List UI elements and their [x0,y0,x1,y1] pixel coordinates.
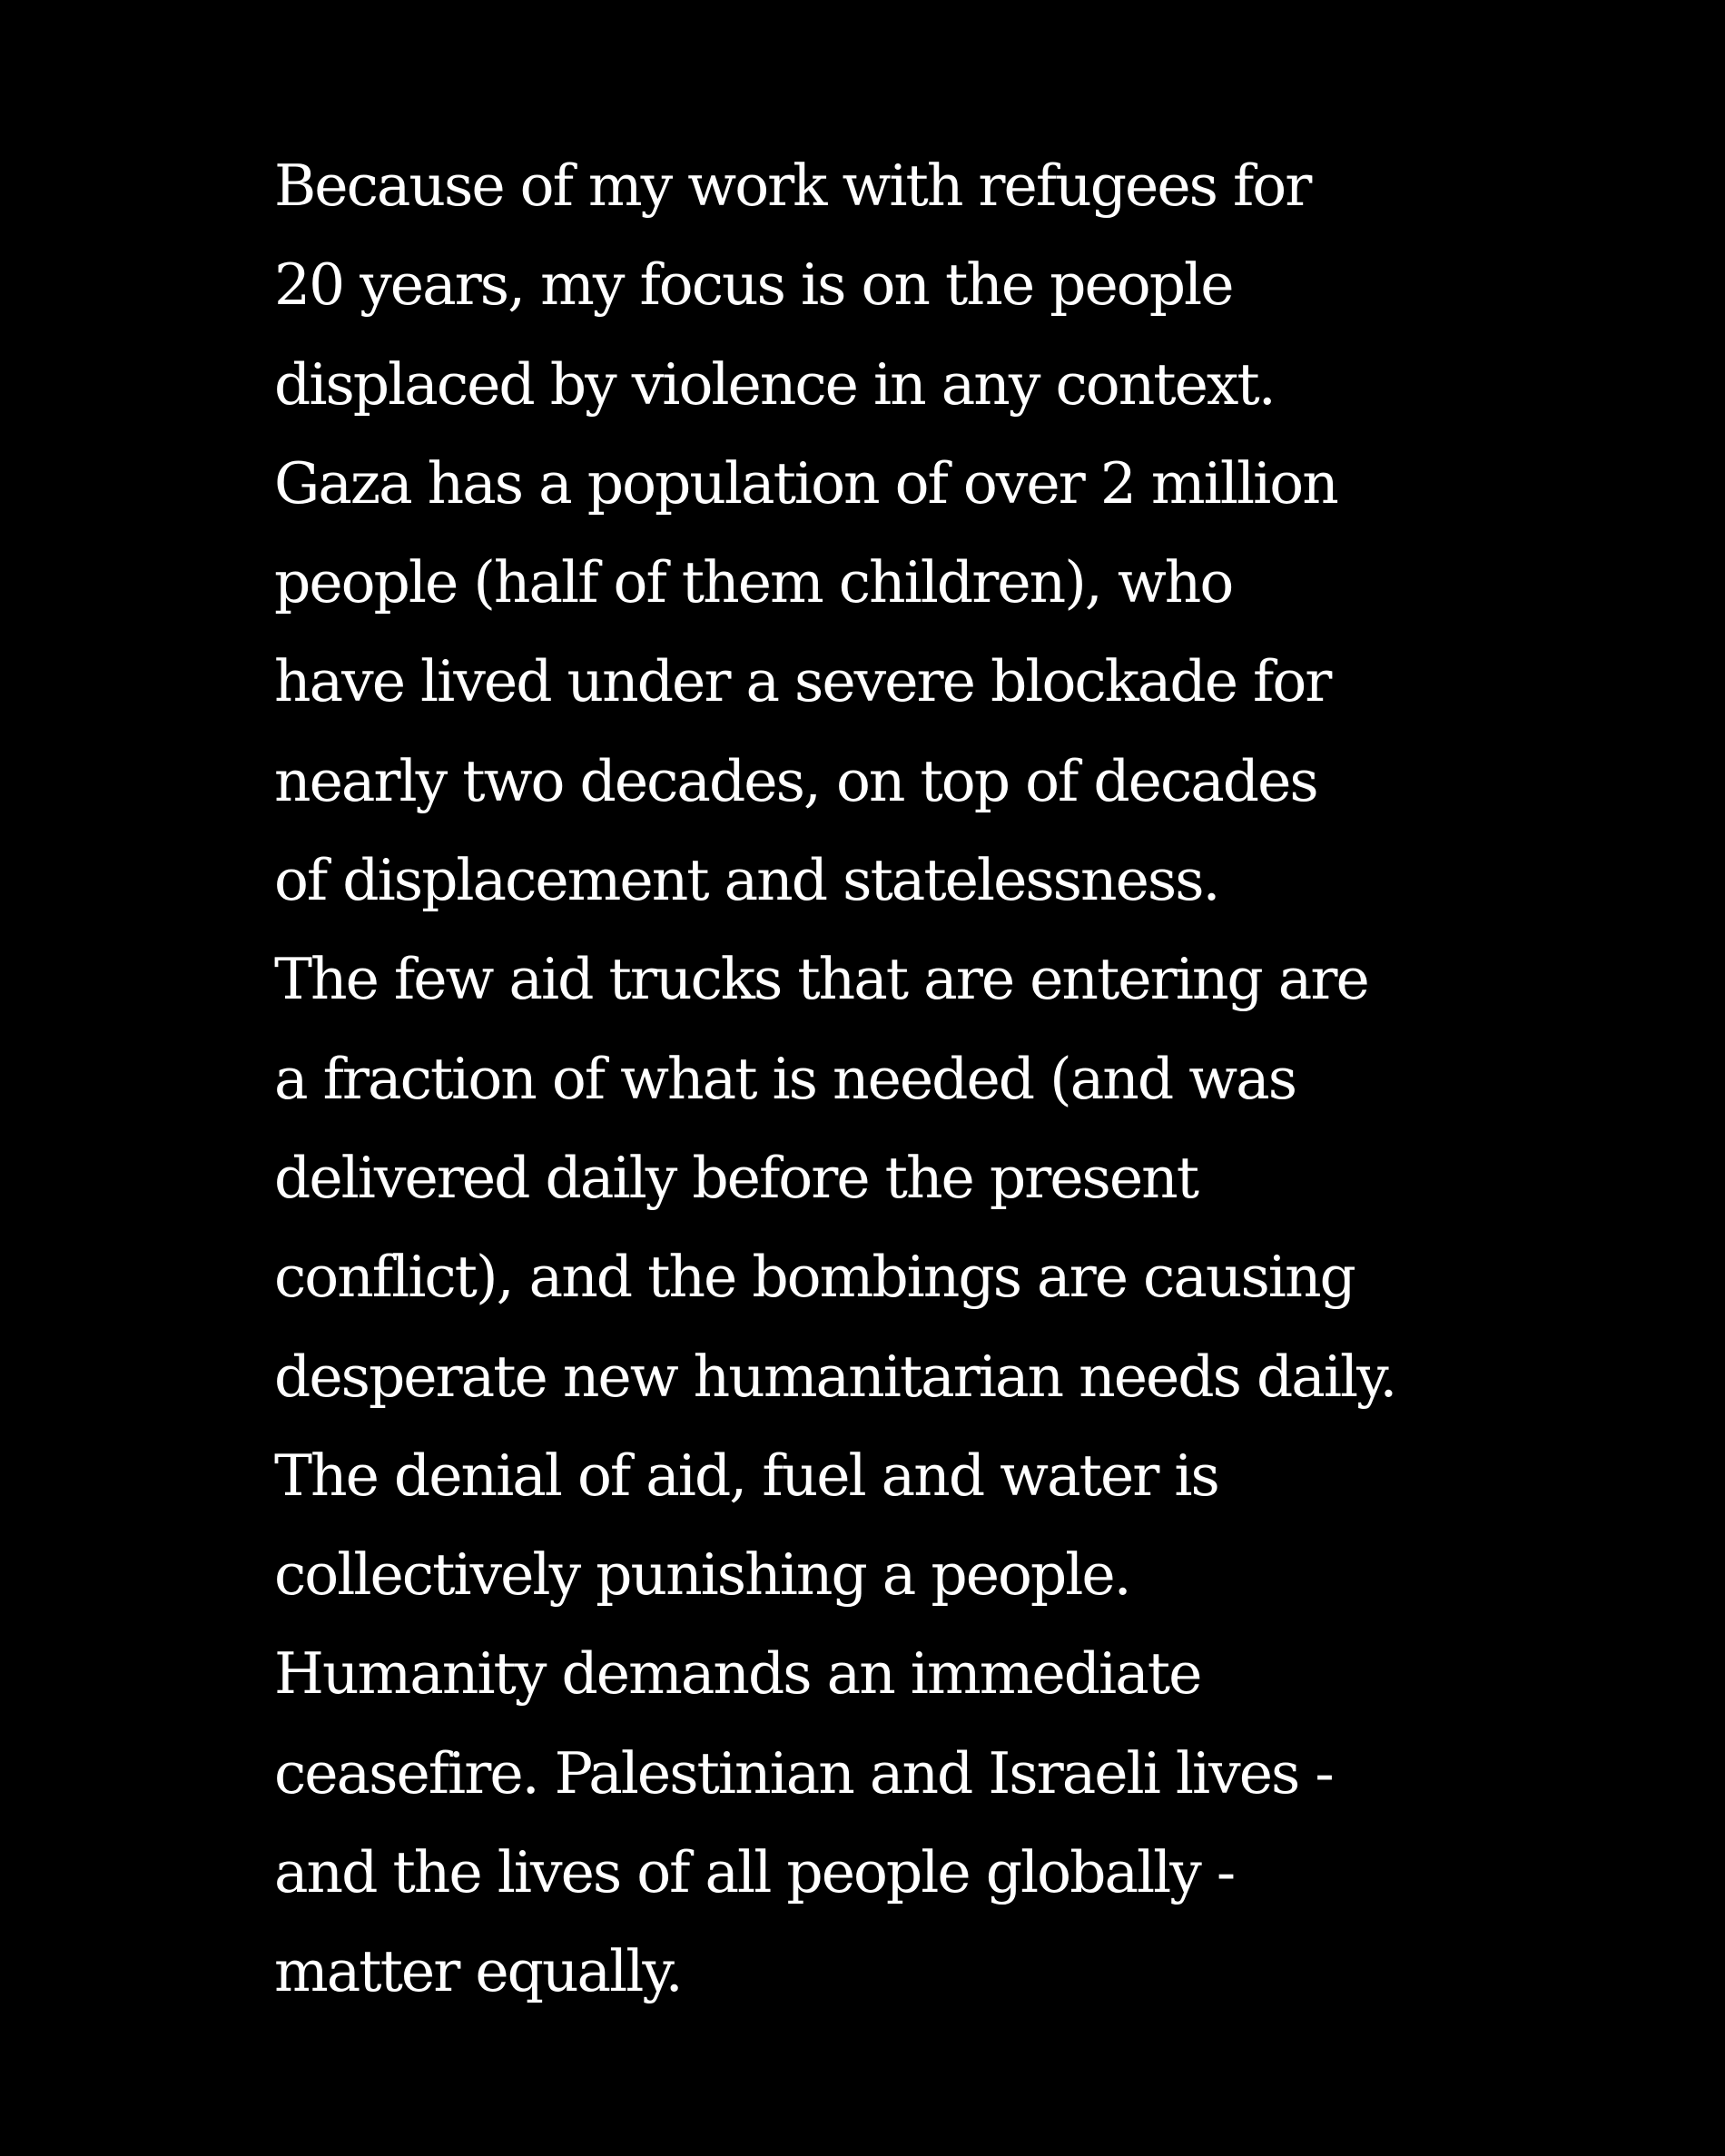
statement-line: matter equally. [274,1938,682,2005]
statement-line: have lived under a severe blockade for [274,648,1331,715]
statement-line: Humanity demands an immediate [274,1640,1201,1708]
statement-line: desperate new humanitarian needs daily. [274,1343,1396,1410]
statement-line: conflict), and the bombings are causing [274,1244,1355,1311]
statement-line: displaced by violence in any context. [274,350,1275,418]
statement-line: collectively punishing a people. [274,1541,1130,1609]
statement-line: The denial of aid, fuel and water is [274,1442,1218,1509]
statement-line: nearly two decades, on top of decades [274,747,1317,814]
statement-text [274,136,1545,2022]
statement-line: delivered daily before the present [274,1144,1198,1211]
statement-line: people (half of them children), who [274,549,1233,616]
statement-line: and the lives of all people globally - [274,1839,1235,1906]
statement-line: Gaza has a population of over 2 million [274,449,1337,517]
statement-line: of displacement and statelessness. [274,847,1219,914]
statement-line: ceasefire. Palestinian and Israeli lives - [274,1739,1333,1807]
statement-line: The few aid trucks that are entering are [274,946,1368,1013]
statement-line: 20 years, my focus is on the people [274,251,1233,319]
statement-line: a fraction of what is needed (and was [274,1045,1296,1112]
statement-line: Because of my work with refugees for [274,153,1311,219]
